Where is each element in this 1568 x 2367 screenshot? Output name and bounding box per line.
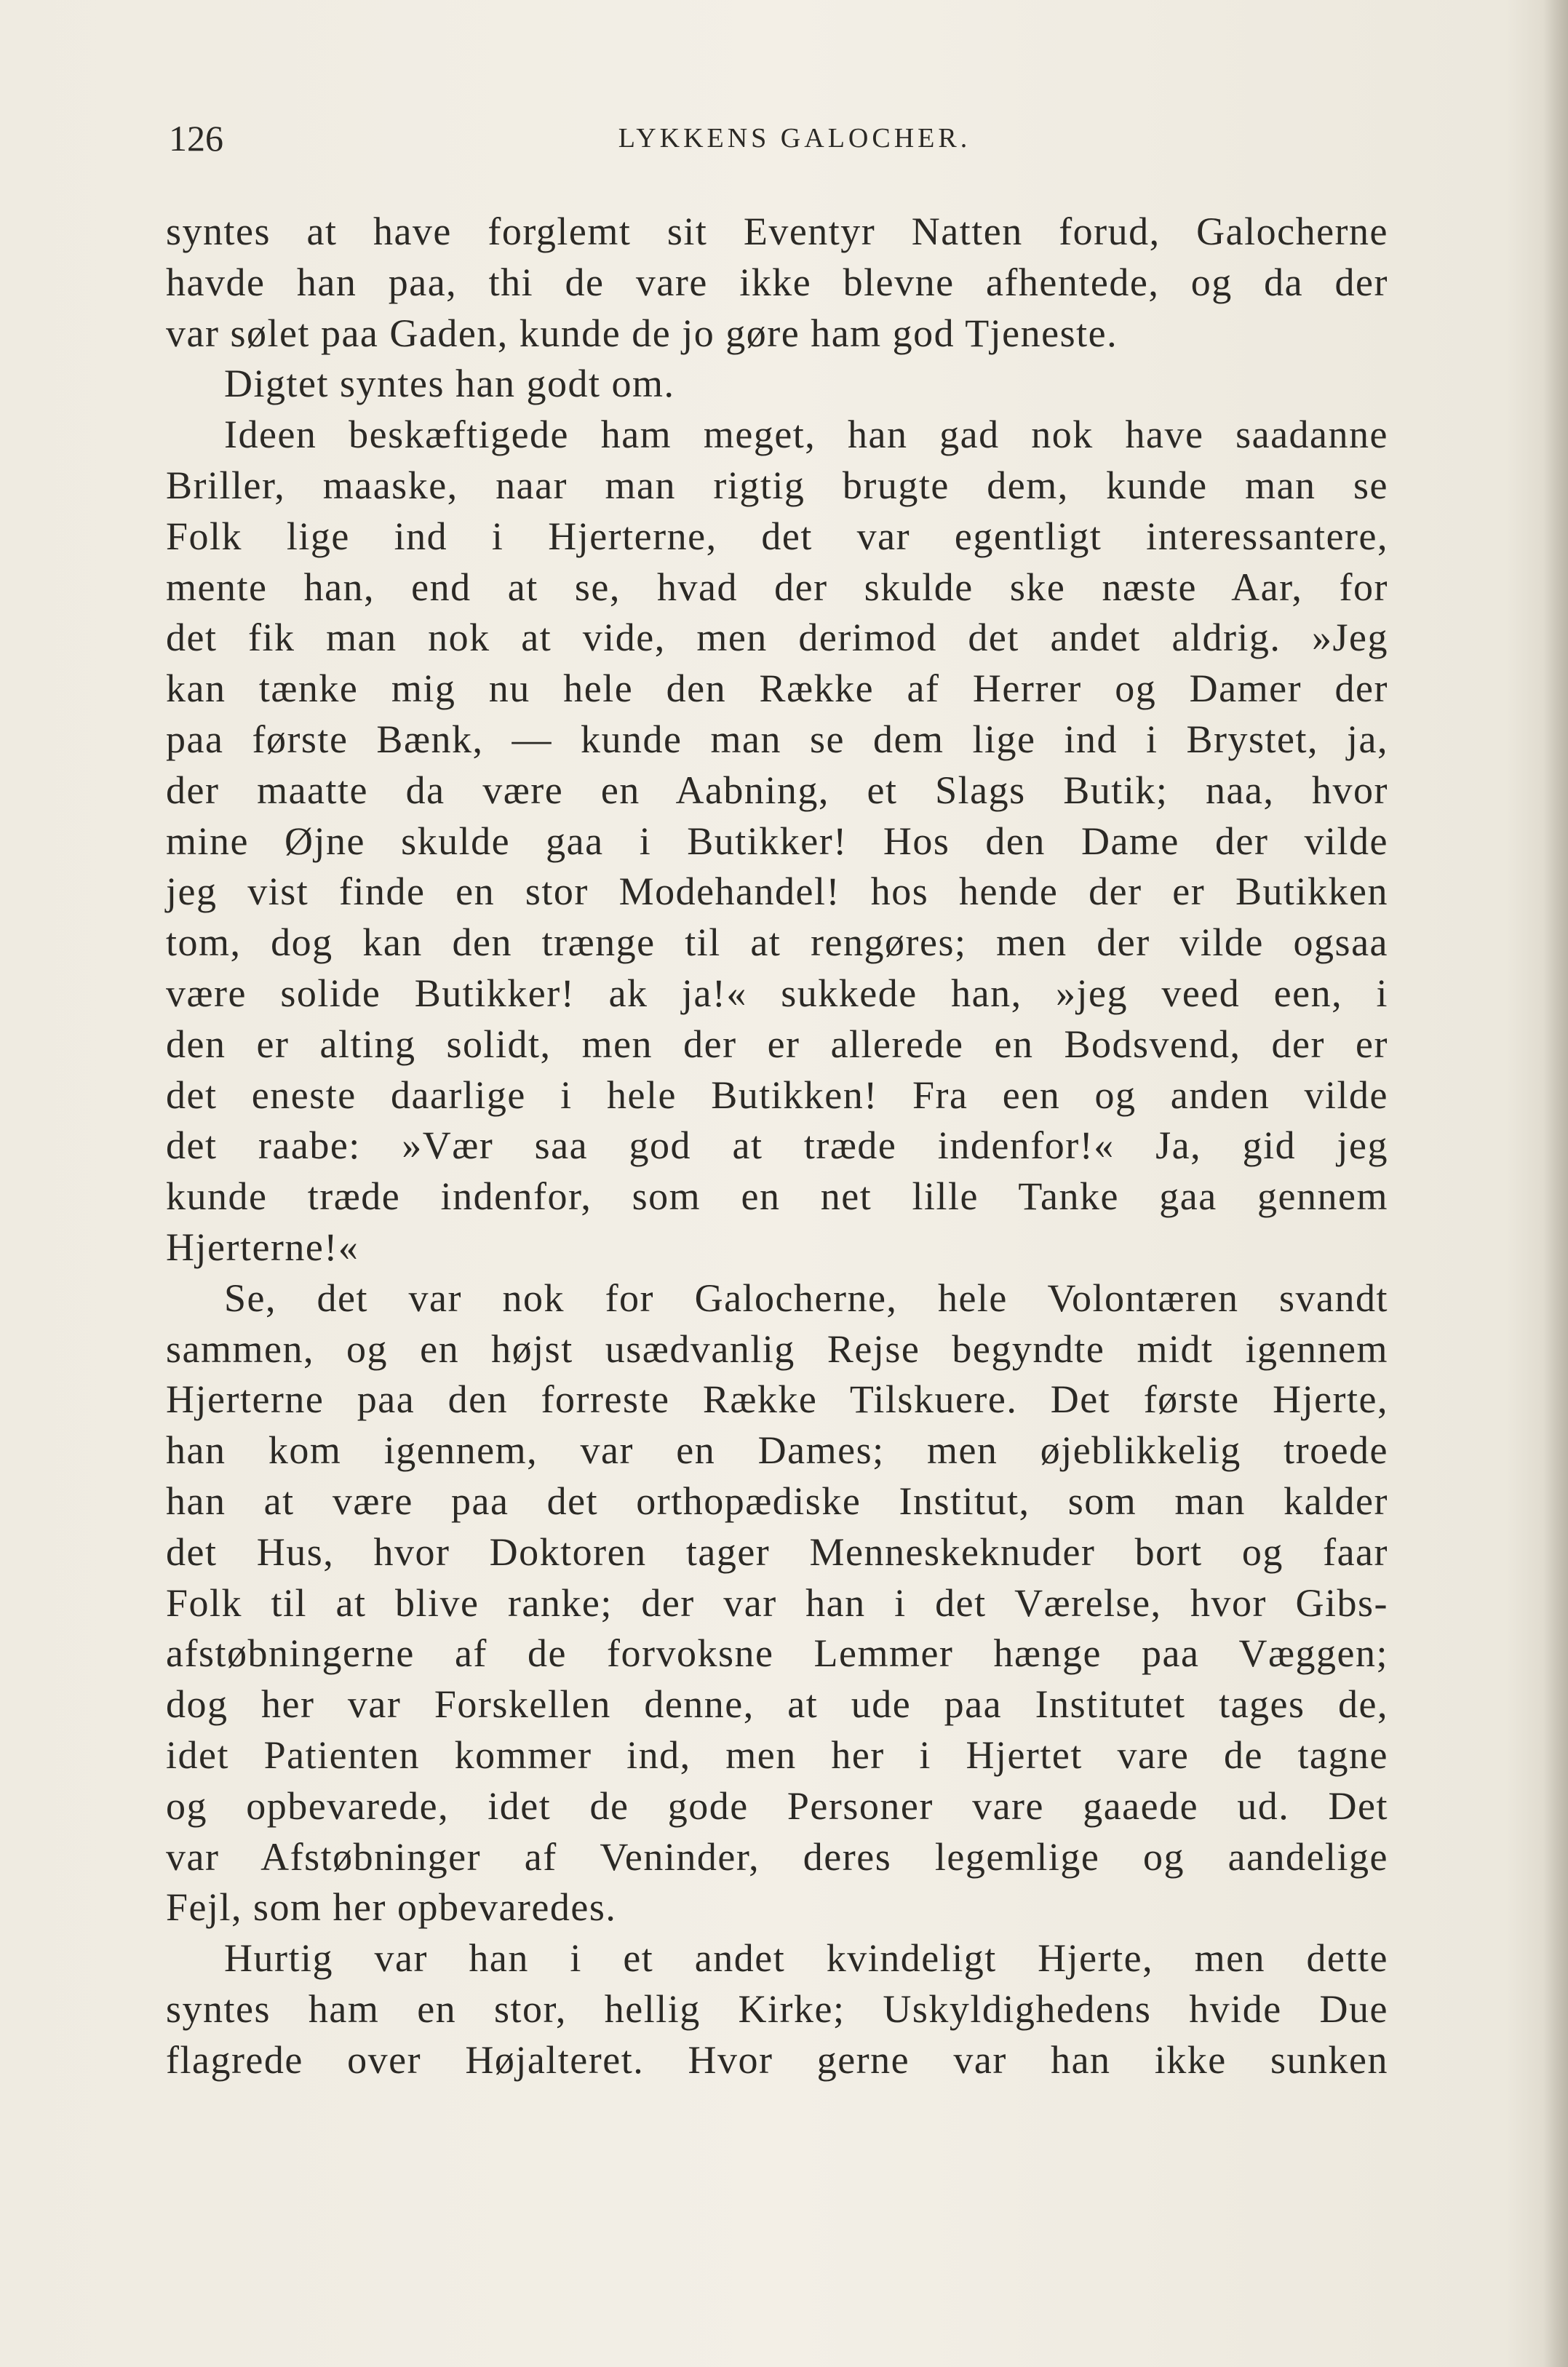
text-line: Hjerterne paa den forreste Række Tilskuere. Det første Hjerte,: [166, 1377, 1388, 1422]
text-line: Fejl, som her opbevaredes.: [166, 1885, 617, 1930]
text-line: den er alting solidt, men der er allerede en Bodsvend, der er: [166, 1022, 1388, 1066]
text-line: kunde træde indenfor, som en net lille Tanke gaa gennem: [166, 1174, 1388, 1219]
text-line: havde han paa, thi de vare ikke blevne afhentede, og da der: [166, 260, 1388, 304]
text-line: det fik man nok at vide, men derimod det andet aldrig. »Jeg: [166, 616, 1388, 660]
text-line: han at være paa det orthopædiske Institut, som man kalder: [166, 1479, 1388, 1523]
text-line: Hjerterne!«: [166, 1225, 359, 1269]
text-line: Digtet syntes han godt om.: [224, 362, 675, 406]
page-header: [169, 109, 1398, 167]
running-head: LYKKENS GALOCHER.: [618, 123, 971, 154]
text-line: dog her var Forskellen denne, at ude paa Institutet tages de,: [166, 1682, 1388, 1727]
text-line: mine Øjne skulde gaa i Butikker! Hos den Dame der vilde: [166, 819, 1388, 863]
text-line: være solide Butikker! ak ja!« sukkede han, »jeg veed een, i: [166, 971, 1388, 1015]
text-line: Folk til at blive ranke; der var han i det Værelse, hvor Gibs-: [166, 1580, 1388, 1625]
text-line: syntes at have forglemt sit Eventyr Natten forud, Galocherne: [166, 210, 1388, 253]
text-line: afstøbningerne af de forvoksne Lemmer hænge paa Væggen;: [166, 1631, 1388, 1676]
text-line: jeg vist finde en stor Modehandel! hos hende der er Butikken: [166, 870, 1388, 914]
text-line: idet Patienten kommer ind, men her i Hjertet vare de tagne: [166, 1733, 1388, 1777]
text-line: Folk lige ind i Hjerterne, det var egentligt interessantere,: [166, 514, 1388, 558]
text-line: sammen, og en højst usædvanlig Rejse begyndte midt igennem: [166, 1326, 1388, 1371]
text-line: kan tænke mig nu hele den Række af Herrer og Damer der: [166, 667, 1388, 711]
page-number: 126: [169, 118, 223, 159]
text-line: Briller, maaske, naar man rigtig brugte dem, kunde man se: [166, 463, 1388, 507]
text-line: det Hus, hvor Doktoren tager Menneskeknuder bort og faar: [166, 1529, 1388, 1574]
text-line: var Afstøbninger af Veninder, deres legemlige og aandelige: [166, 1834, 1388, 1879]
text-line: tom, dog kan den trænge til at rengøres; men der vilde ogsaa: [166, 920, 1388, 965]
text-line: mente han, end at se, hvad der skulde ske næste Aar, for: [166, 565, 1388, 609]
text-line: det raabe: »Vær saa god at træde indenfor!« Ja, gid jeg: [166, 1123, 1388, 1168]
text-line: var sølet paa Gaden, kunde de jo gøre ham god Tjeneste.: [166, 311, 1118, 355]
text-line: Ideen beskæftigede ham meget, han gad nok have saadanne: [224, 413, 1388, 457]
text-line: Hurtig var han i et andet kvindeligt Hjerte, men dette: [224, 1936, 1388, 1981]
text-line: flagrede over Højalteret. Hvor gerne var han ikke sunken: [166, 2037, 1388, 2082]
text-line: paa første Bænk, — kunde man se dem lige ind i Brystet, ja,: [166, 717, 1388, 761]
text-line: der maatte da være en Aabning, et Slags Butik; naa, hvor: [166, 768, 1388, 812]
text-line: han kom igennem, var en Dames; men øjeblikkelig troede: [166, 1428, 1388, 1473]
text-line: syntes ham en stor, hellig Kirke; Uskyldighedens hvide Due: [166, 1986, 1388, 2031]
text-line: det eneste daarlige i hele Butikken! Fra een og anden vilde: [166, 1073, 1388, 1117]
text-line: Se, det var nok for Galocherne, hele Volontæren svandt: [224, 1276, 1388, 1320]
body-text: [166, 207, 1388, 2085]
text-line: og opbevarede, idet de gode Personer vare gaaede ud. Det: [166, 1783, 1388, 1828]
page-edge-shadow: [1543, 0, 1568, 2367]
